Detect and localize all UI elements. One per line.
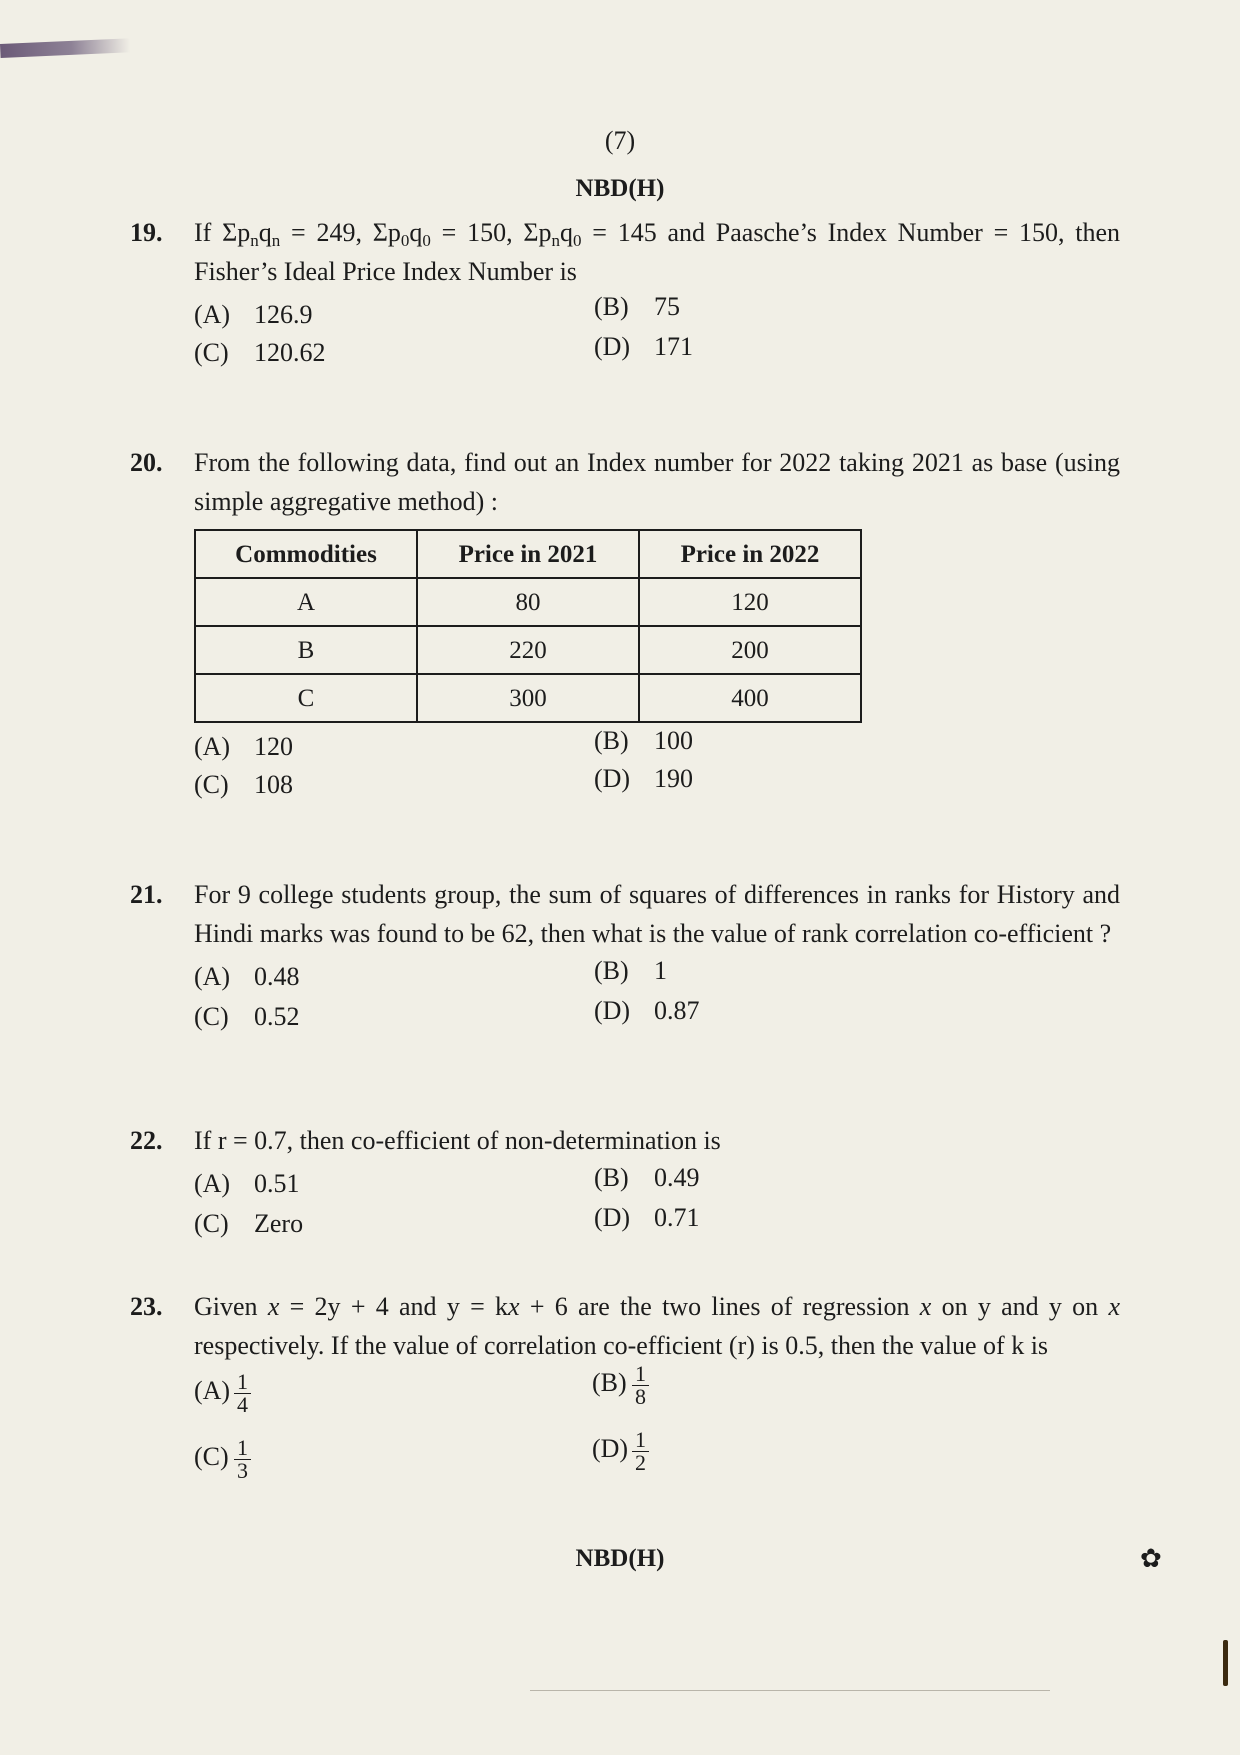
option-d[interactable]: (D) 190	[594, 764, 693, 793]
question-23	[130, 1287, 1120, 1521]
question-number: 21.	[130, 880, 163, 909]
question-19	[130, 213, 1120, 367]
question-text: From the following data, find out an Index number for 2022 taking 2021 as base (using simple aggregative method) :	[194, 448, 1120, 516]
option-c[interactable]: (C) 108	[194, 770, 293, 799]
flower-icon: ✿	[1140, 1544, 1162, 1573]
option-b[interactable]: (B) 0.49	[594, 1163, 700, 1192]
option-b[interactable]: (B) 100	[594, 726, 693, 755]
options	[194, 727, 1120, 807]
table-cell: 400	[639, 674, 861, 722]
fraction: $\frac{1}{8}$	[632, 1363, 649, 1408]
paper-code-footer: NBD(H)	[575, 1545, 665, 1572]
question-22	[130, 1121, 1120, 1244]
question-number: 19.	[130, 218, 163, 247]
option-b[interactable]: (B) 75	[594, 292, 680, 321]
question-number: 22.	[130, 1126, 163, 1155]
paper-code-header: NBD(H)	[575, 175, 665, 202]
option-b[interactable]: (B) $\frac{1}{8}$	[592, 1363, 649, 1408]
table-header: Commodities	[195, 530, 417, 578]
option-d[interactable]: (D) 0.87	[594, 996, 700, 1025]
option-c[interactable]: (C) $\frac{1}{3}$	[194, 1437, 251, 1482]
option-a[interactable]: (A) $\frac{1}{4}$	[194, 1371, 251, 1416]
table-cell: 300	[417, 674, 639, 722]
page-corner-mark	[0, 38, 130, 58]
table-header: Price in 2022	[639, 530, 861, 578]
option-d[interactable]: (D) $\frac{1}{2}$	[592, 1429, 649, 1474]
option-d[interactable]: (D) 171	[594, 332, 693, 361]
option-c[interactable]: (C) 0.52	[194, 1002, 300, 1031]
option-a[interactable]: (A) 0.51	[194, 1169, 300, 1198]
options	[194, 1361, 1120, 1521]
table-header: Price in 2021	[417, 530, 639, 578]
question-21	[130, 875, 1120, 1037]
table-cell: A	[195, 578, 417, 626]
question-number: 23.	[130, 1292, 163, 1321]
fraction: $\frac{1}{4}$	[234, 1371, 251, 1416]
table-row	[195, 578, 861, 626]
table-row	[195, 674, 861, 722]
options	[194, 1164, 1120, 1244]
option-c[interactable]: (C) 120.62	[194, 338, 326, 367]
table-header-row	[195, 530, 861, 578]
table-cell: 200	[639, 626, 861, 674]
table-cell: 220	[417, 626, 639, 674]
option-a[interactable]: (A) 126.9	[194, 300, 313, 329]
options	[194, 291, 1120, 367]
question-text: For 9 college students group, the sum of squares of differences in ranks for History and Hindi marks was found to be 62, then what is the value of rank correlation co-efficient ?	[194, 880, 1120, 948]
fraction: $\frac{1}{2}$	[632, 1429, 649, 1474]
option-a[interactable]: (A) 0.48	[194, 962, 300, 991]
question-text: If $\Sigma p_nq_n = 249$, $\Sigma p_0q_0 = 150$, $\Sigma p_nq_0 = 145$ and Paasche’s Index Number = 150, then Fisher’s Ideal Price Index Number is	[194, 218, 1121, 286]
option-c[interactable]: (C) Zero	[194, 1209, 304, 1238]
question-20	[130, 443, 1120, 807]
option-a[interactable]: (A) 120	[194, 732, 293, 761]
table-cell: 120	[639, 578, 861, 626]
page-edge-mark	[1223, 1640, 1228, 1686]
page-bottom-line	[530, 1690, 1050, 1691]
table-cell: B	[195, 626, 417, 674]
table-cell: 80	[417, 578, 639, 626]
price-table	[194, 529, 862, 723]
question-text: Given x = 2y + 4 and y = kx + 6 are the two lines of regression x on y and y on x respectively. If the value of correlation co-efficient (r) is 0.5, then the value of k is	[194, 1292, 1120, 1360]
page-number: (7)	[604, 126, 636, 155]
option-b[interactable]: (B) 1	[594, 956, 667, 985]
table-row	[195, 626, 861, 674]
table-cell: C	[195, 674, 417, 722]
question-number: 20.	[130, 448, 163, 477]
option-d[interactable]: (D) 0.71	[594, 1203, 700, 1232]
options	[194, 957, 1120, 1037]
fraction: $\frac{1}{3}$	[234, 1437, 251, 1482]
question-text: If r = 0.7, then co-efficient of non-determination is	[194, 1126, 721, 1155]
